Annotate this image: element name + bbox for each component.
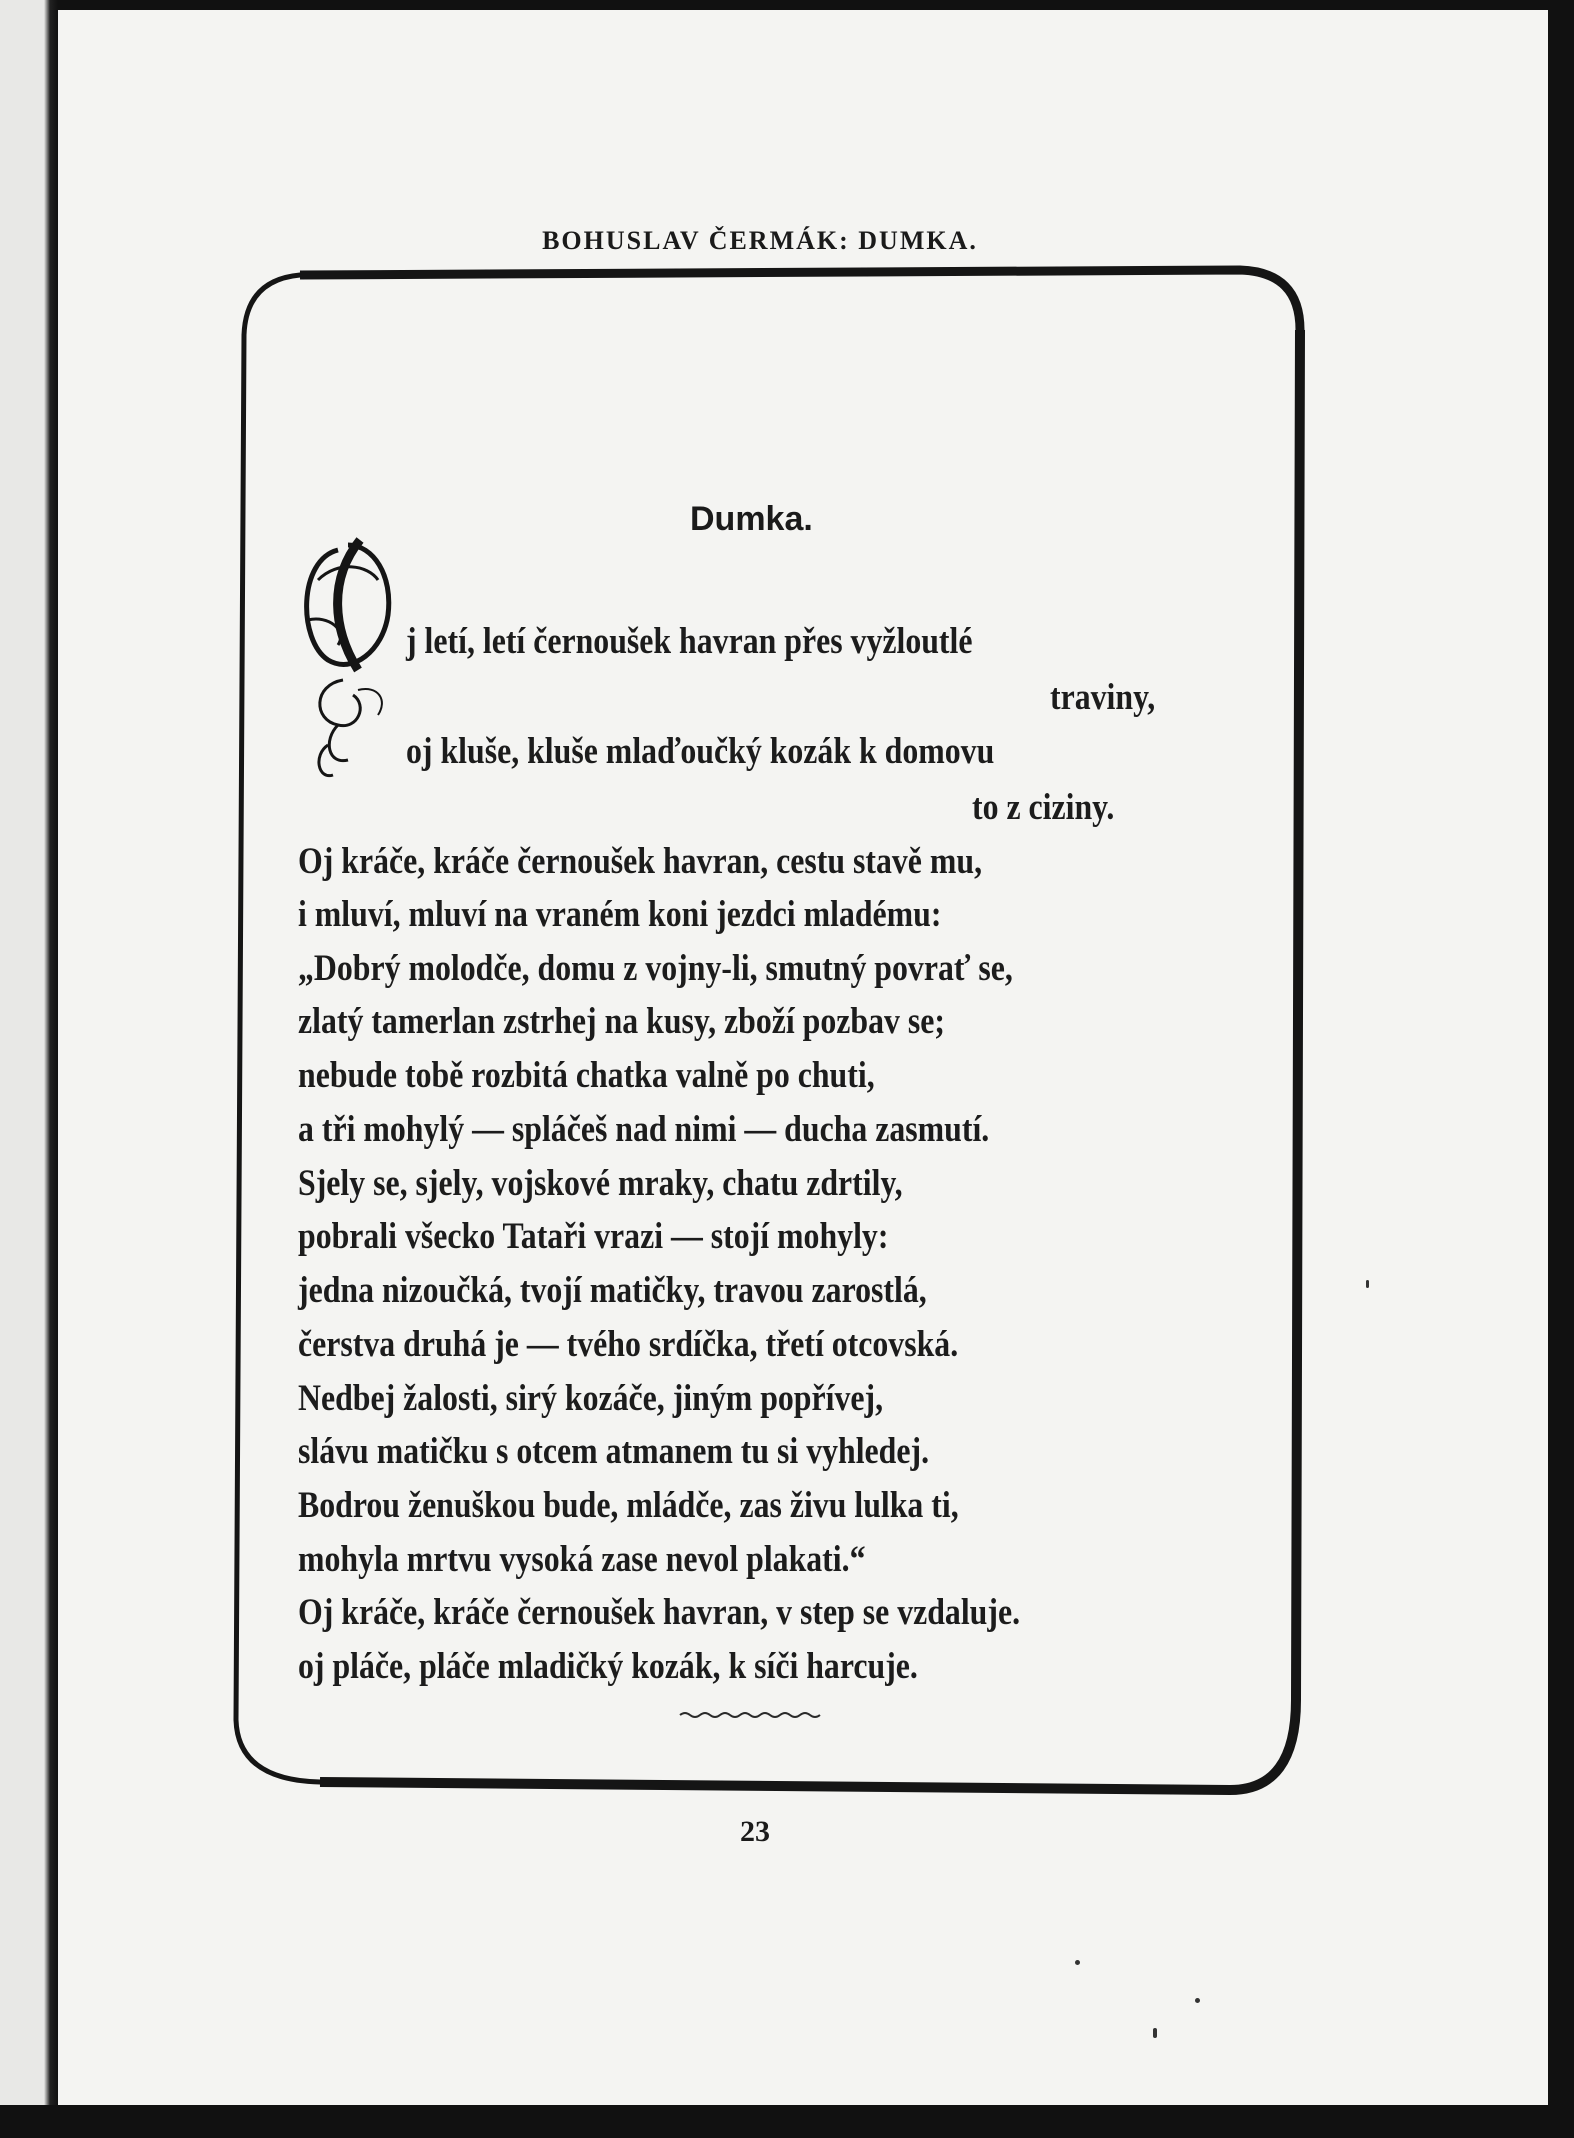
poem-line-12: pobrali všecko Tataři vrazi — stojí mohyly: [298, 1216, 889, 1257]
poem-line-11: Sjely se, sjely, vojskové mraky, chatu zdrtily, [298, 1163, 903, 1204]
poem-line-19: Oj kráče, kráče černoušek havran, v step se vzdaluje. [298, 1592, 1021, 1633]
poem-title: Dumka. [690, 500, 813, 538]
poem-line-14: čerstva druhá je — tvého srdíčka, třetí otcovská. [298, 1324, 959, 1365]
scan-speck [1366, 1280, 1369, 1288]
scan-speck [1075, 1960, 1080, 1965]
poem-line-1: j letí, letí černoušek havran přes vyžloutlé [406, 621, 973, 662]
poem-line-18: mohyla mrtvu vysoká zase nevol plakati.“ [298, 1539, 866, 1580]
poem-line-15: Nedbej žalosti, sirý kozáče, jiným popřívej, [298, 1378, 884, 1419]
poem-line-13: jedna nizoučká, tvojí matičky, travou zarostlá, [298, 1270, 927, 1311]
poem-line-16: slávu matičku s otcem atmanem tu si vyhledej. [298, 1431, 930, 1472]
scan-speck [1153, 2028, 1157, 2038]
poem-line-17: Bodrou ženuškou bude, mládče, zas živu lulka ti, [298, 1485, 959, 1526]
page-number: 23 [740, 1815, 770, 1848]
scan-speck [1195, 1998, 1200, 2003]
tail-ornament [680, 1713, 820, 1717]
poem-line-4: to z ciziny. [972, 787, 1115, 828]
poem-line-20: oj pláče, pláče mladičký kozák, k síči harcuje. [298, 1646, 918, 1687]
poem-line-5: Oj kráče, kráče černoušek havran, cestu stavě mu, [298, 841, 983, 882]
poem-line-9: nebude tobě rozbitá chatka valně po chuti, [298, 1055, 875, 1096]
ornate-drop-cap [298, 520, 418, 800]
poem-line-10: a tři mohylý — spláčeš nad nimi — ducha zasmutí. [298, 1109, 990, 1150]
poem-line-2: traviny, [1050, 677, 1156, 718]
poem-line-6: i mluví, mluví na vraném koni jezdci mladému: [298, 894, 942, 935]
running-head: BOHUSLAV ČERMÁK: DUMKA. [542, 226, 978, 255]
poem-line-7: „Dobrý molodče, domu z vojny-li, smutný povrať se, [298, 948, 1013, 989]
poem-line-3: oj kluše, kluše mlaďoučký kozák k domovu [406, 731, 995, 772]
poem-line-8: zlatý tamerlan zstrhej na kusy, zboží pozbav se; [298, 1001, 945, 1042]
